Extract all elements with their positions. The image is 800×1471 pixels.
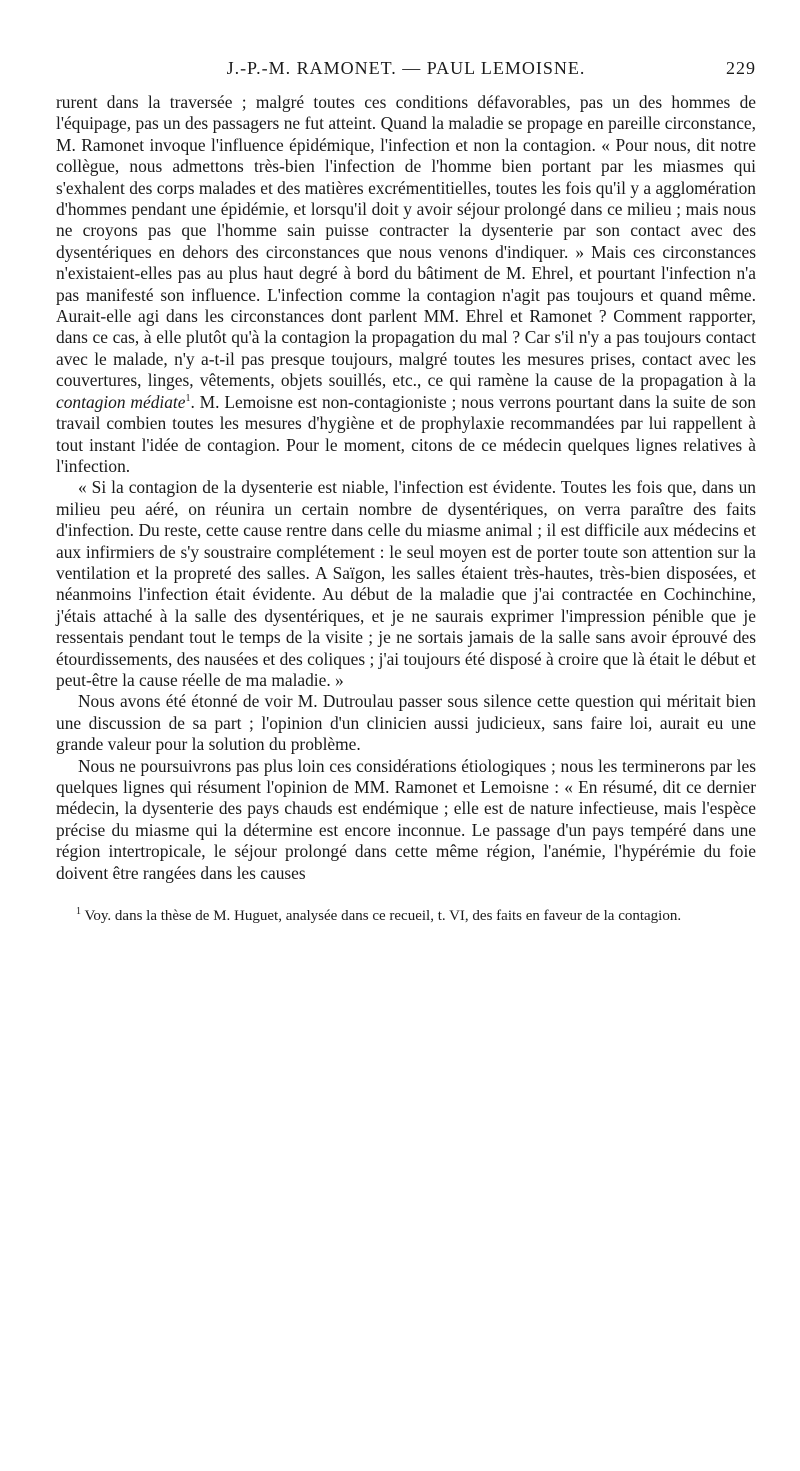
body-text [56, 92, 756, 884]
footnote-1 [56, 906, 756, 926]
paragraph-1 [56, 92, 756, 477]
paragraph-1-rest: . M. Lemoisne est non-contagioniste ; nous verrons pourtant dans la suite de son travail combien toutes les mesures d'hygiène et de prophylaxie recommandées par lui rappellent à tout instant l'idée de contagion. Pour le moment, citons de ce médecin quelques lignes relatives à l'infection. [56, 391, 756, 476]
footnote-separator [56, 884, 756, 906]
footnote-text: Voy. dans la thèse de M. Huguet, analysée dans ce recueil, t. VI, des faits en faveur de la contagion. [84, 908, 682, 925]
running-title: J.-P.-M. RAMONET. — PAUL LEMOISNE. [226, 58, 586, 78]
footnote-reference: 1 [185, 392, 191, 404]
italic-contagion-mediate: contagion médiate [56, 391, 186, 412]
footnotes [56, 906, 756, 926]
paragraph-3: Nous avons été étonné de voir M. Dutroulau passer sous silence cette question qui méritait bien une discussion de sa part ; l'opinion d'un clinicien aussi judicieux, sans faire loi, aurait eu une grande valeur pour la solution du problème. [56, 691, 756, 755]
page-header [56, 52, 756, 92]
document-page [56, 52, 756, 926]
paragraph-1-text: rurent dans la traversée ; malgré toutes ces conditions défavorables, pas un des hommes de l'équipage, pas un des passagers ne fut atteint. Quand la maladie se propage en pareille circonstance, M. Ramonet invoque l'influence épidémique, l'infection et non la contagion. « Pour nous, dit notre collègue, nous admettons très-bien l'infection de l'homme bien portant par les miasmes qui s'exhalent des corps malades et des matières excrémentitielles, toutes les fois qu'il y a agglomération d'hommes pendant une épidémie, et lorsqu'il doit y avoir séjour prolongé dans ce milieu ; mais nous ne croyons pas que l'homme sain puisse contracter la dysenterie par son contact avec des dysentériques en dehors des circonstances que nous venons d'indiquer. » Mais ces circonstances n'existaient-elles pas au plus haut degré à bord du bâtiment de M. Ehrel, et pourtant l'infection n'a pas manifesté son influence. L'infection comme la contagion n'agit pas toujours et quand même. Aurait-elle agi dans les circonstances dont parlent MM. Ehrel et Ramonet ? Comment rapporter, dans ce cas, à elle plutôt qu'à la contagion la propagation du mal ? Car s'il n'y a pas toujours contact avec le malade, n'y a-t-il pas presque toujours, malgré toutes les mesures prises, contact avec les couvertures, linges, vêtements, objets souillés, etc., ce qui ramène la cause de la propagation à la [56, 92, 756, 391]
paragraph-4: Nous ne poursuivrons pas plus loin ces considérations étiologiques ; nous les terminerons par les quelques lignes qui résument l'opinion de MM. Ramonet et Lemoisne : « En résumé, dit ce dernier médecin, la dysenterie des pays chauds est endémique ; elle est de nature infectieuse, mais l'espèce précise du miasme qui la détermine est encore inconnue. Le passage d'un pays tempéré dans une région intertropicale, le séjour prolongé dans cette même région, l'anémie, l'hypérémie du foie doivent être rangées dans les causes [56, 755, 756, 883]
paragraph-2: « Si la contagion de la dysenterie est niable, l'infection est évidente. Toutes les fois que, dans un milieu peu aéré, on réunira un certain nombre de dysentériques, on verra paraître des faits d'infection. Du reste, cette cause rentre dans celle du miasme animal ; il est difficile aux médecins et aux infirmiers de s'y soustraire complétement : le seul moyen est de porter toute son attention sur la ventilation et la propreté des salles. A Saïgon, les salles étaient très-hautes, très-bien disposées, et néanmoins l'infection était évidente. Au début de la maladie que j'ai contractée en Cochinchine, j'étais attaché à la salle des dysentériques, et je ne saurais exprimer l'impression pénible que je ressentais pendant tout le temps de la visite ; je ne sortais jamais de la salle sans avoir éprouvé des étourdissements, des nausées et des coliques ; j'ai toujours été disposé à croire que là était le début et peut-être la cause réelle de ma maladie. » [56, 477, 756, 690]
footnote-mark: 1 [76, 906, 81, 918]
page-number: 229 [726, 58, 756, 78]
